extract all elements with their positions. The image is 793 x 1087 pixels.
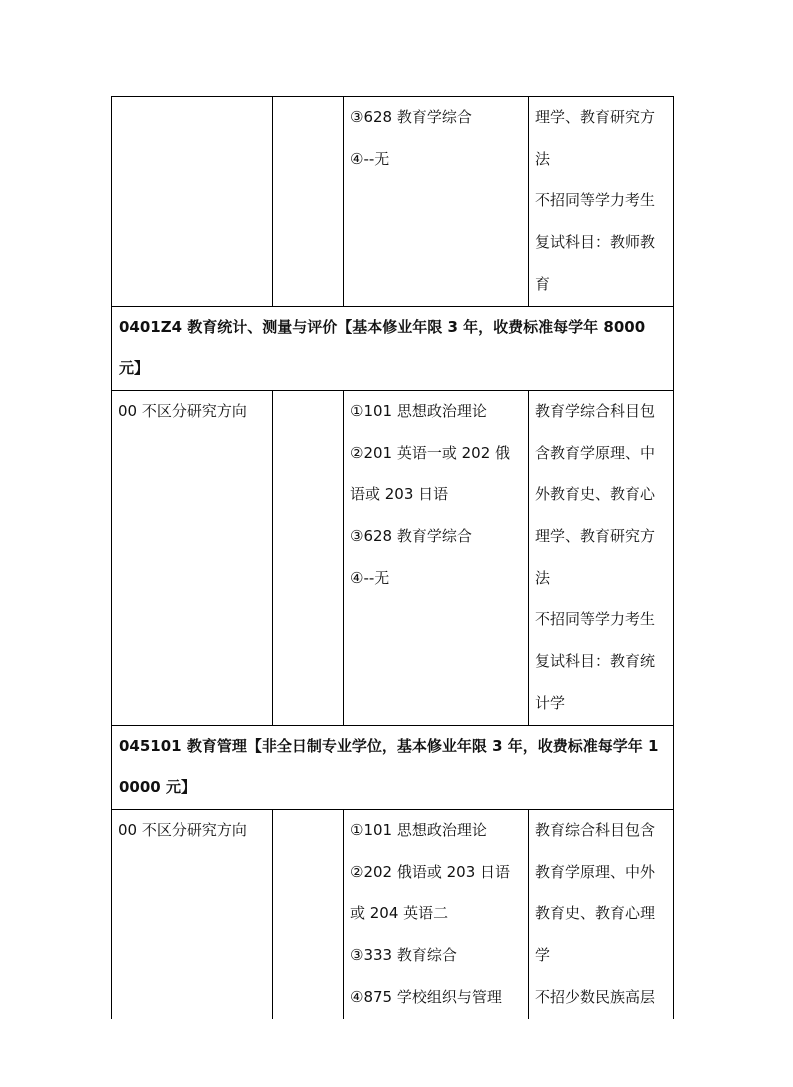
note-line: 教育学原理、中外 bbox=[535, 862, 656, 881]
empty-cell bbox=[273, 809, 344, 1019]
note-line: 不招同等学力考生 bbox=[535, 610, 656, 629]
research-direction: 00 不区分研究方向 bbox=[118, 401, 247, 420]
note-line: 计学 bbox=[535, 693, 566, 712]
exam-subject: ③628 教育学综合 bbox=[350, 108, 472, 126]
exam-subject: ②201 英语一或 202 俄 bbox=[350, 443, 511, 462]
program-heading: 0401Z4 教育统计、测量与评价【基本修业年限 3 年，收费标准每学年 8000 元】 bbox=[112, 306, 674, 390]
program-heading: 045101 教育管理【非全日制专业学位，基本修业年限 3 年，收费标准每学年 10000 元】 bbox=[112, 725, 674, 809]
note-line: 复试科目：教育统 bbox=[535, 652, 656, 671]
notes-cell bbox=[529, 809, 674, 1019]
notes-cell bbox=[529, 390, 674, 725]
note-line: 复试科目：教师教 bbox=[535, 233, 656, 252]
exam-subject: ④--无 bbox=[350, 568, 390, 587]
note-line: 法 bbox=[535, 149, 551, 168]
note-line: 理学、教育研究方 bbox=[535, 108, 656, 126]
table-row bbox=[112, 809, 674, 1019]
note-line: 学 bbox=[535, 946, 551, 965]
note-line: 教育史、教育心理 bbox=[535, 904, 656, 923]
exam-subject: ①101 思想政治理论 bbox=[350, 820, 487, 839]
note-line: 法 bbox=[535, 568, 551, 587]
exam-subjects-cell bbox=[344, 809, 529, 1019]
notes-cell bbox=[529, 97, 674, 307]
exam-subject: ②202 俄语或 203 日语 bbox=[350, 862, 511, 881]
exam-subject: ①101 思想政治理论 bbox=[350, 401, 487, 420]
note-line: 理学、教育研究方 bbox=[535, 527, 656, 546]
note-line: 外教育史、教育心 bbox=[535, 485, 656, 504]
exam-subject: ③628 教育学综合 bbox=[350, 527, 472, 546]
empty-cell bbox=[273, 390, 344, 725]
note-line: 教育学综合科目包 bbox=[535, 401, 656, 420]
note-line: 育 bbox=[535, 274, 551, 293]
empty-cell bbox=[273, 97, 344, 307]
exam-subject: ④--无 bbox=[350, 149, 390, 168]
note-line: 含教育学原理、中 bbox=[535, 443, 656, 462]
table-row bbox=[112, 97, 674, 307]
enrollment-table bbox=[111, 96, 674, 1019]
program-heading-row bbox=[112, 306, 674, 390]
note-line: 不招同等学力考生 bbox=[535, 191, 656, 210]
program-heading-row bbox=[112, 725, 674, 809]
research-direction-cell bbox=[112, 809, 273, 1019]
research-direction: 00 不区分研究方向 bbox=[118, 820, 247, 839]
exam-subject: ④875 学校组织与管理 bbox=[350, 987, 502, 1006]
research-direction-cell bbox=[112, 97, 273, 307]
note-line: 教育综合科目包含 bbox=[535, 820, 656, 839]
exam-subject: 语或 203 日语 bbox=[350, 485, 449, 504]
research-direction-cell bbox=[112, 390, 273, 725]
exam-subject: 或 204 英语二 bbox=[350, 904, 449, 923]
exam-subject: ③333 教育综合 bbox=[350, 946, 457, 965]
table-row bbox=[112, 390, 674, 725]
note-line: 不招少数民族高层 bbox=[535, 987, 656, 1006]
exam-subjects-cell bbox=[344, 97, 529, 307]
exam-subjects-cell bbox=[344, 390, 529, 725]
